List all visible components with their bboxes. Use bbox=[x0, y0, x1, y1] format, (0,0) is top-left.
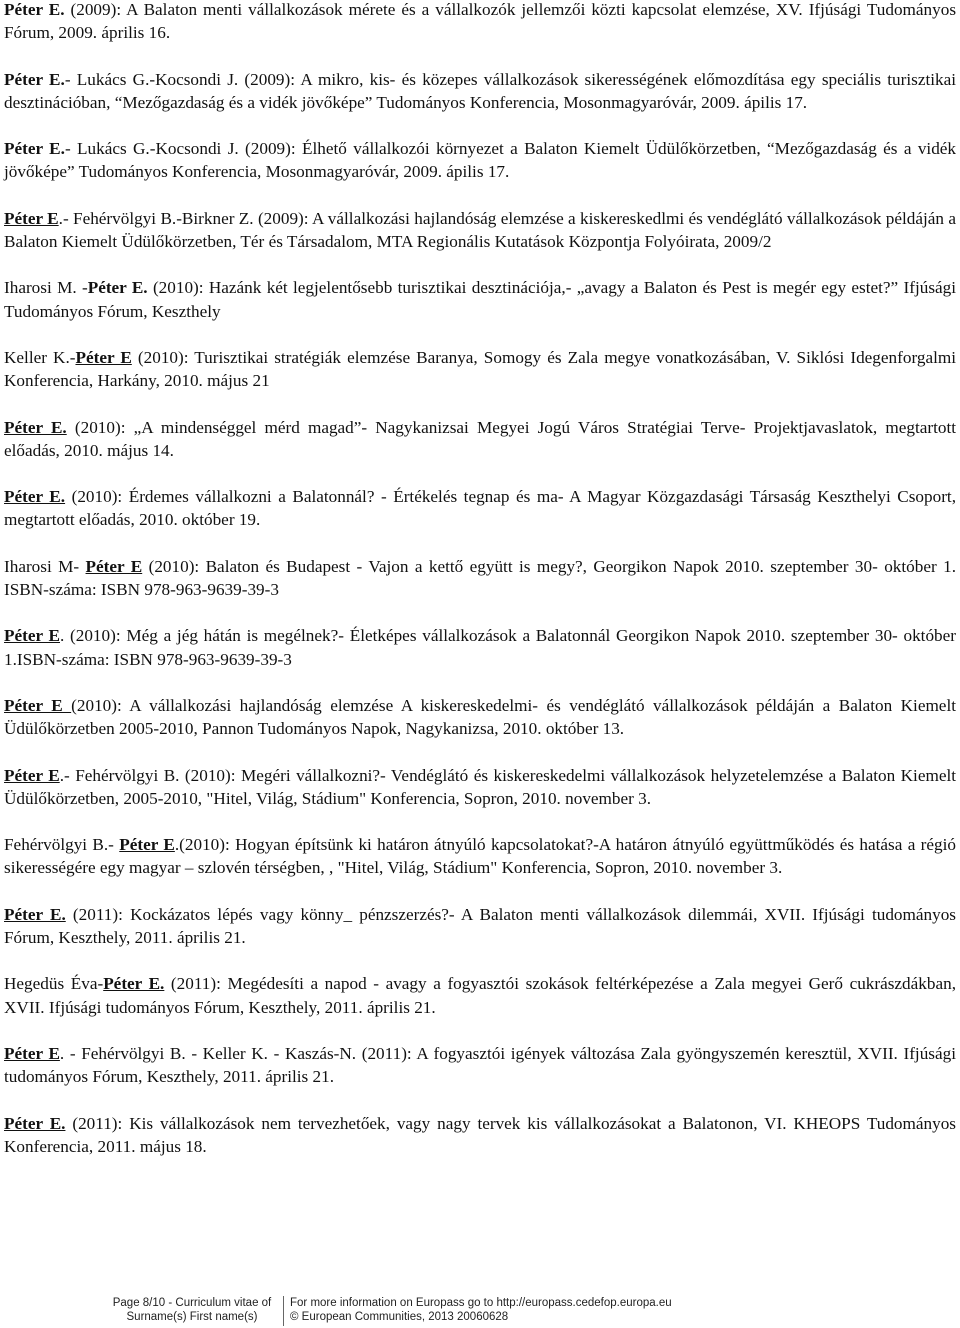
author-highlight: Péter E bbox=[85, 556, 143, 576]
entry-text: .- Fehérvölgyi B.-Birkner Z. (2009): A vállalkozási hajlandóság elemzése a kiskereskedlmi és vendéglátó vállalkozások példáján a Balaton Kiemelt Üdülőkörzetben, Tér és Társadalom, MTA Regionális Kutatások Központja Folyóirata, 2009/2 bbox=[4, 208, 956, 252]
publication-entry bbox=[4, 1112, 956, 1159]
page-footer bbox=[0, 1296, 960, 1328]
author-highlight: Péter E bbox=[119, 835, 175, 855]
author-highlight: Péter E bbox=[75, 347, 132, 367]
publication-entry bbox=[4, 694, 956, 741]
publication-entry bbox=[4, 903, 956, 950]
author-highlight: Péter E bbox=[4, 695, 72, 715]
footer-copyright: © European Communities, 2013 20060628 bbox=[290, 1311, 509, 1323]
publication-entry bbox=[4, 207, 956, 254]
publication-entry bbox=[4, 276, 956, 323]
author-highlight: Péter E. bbox=[4, 69, 65, 89]
author-highlight: Péter E. bbox=[103, 974, 165, 994]
author-highlight: Péter E. bbox=[4, 139, 65, 159]
author-highlight: Péter E. bbox=[87, 278, 148, 298]
entry-text: (2010): „A mindenséggel mérd magad”- Nagykanizsai Megyei Jogú Város Stratégiai Terve- Projektjavaslatok, megtartott előadás, 2010. május 14. bbox=[4, 417, 957, 460]
footer-name-placeholder: Surname(s) First name(s) bbox=[126, 1311, 258, 1323]
publication-entry bbox=[4, 485, 956, 532]
entry-text: (2010): Turisztikai stratégiák elemzése Baranya, Somogy és Zala megye vonatkozásában, V. Siklósi Idegenforgalmi Konferencia, Harkány, 2010. május 21 bbox=[4, 347, 956, 391]
publication-entry bbox=[4, 1042, 956, 1089]
entry-text: .(2010): Hogyan építsünk ki határon átnyúló kapcsolatokat?-A határon átnyúló együttműködés és hatása a régió sikerességére egy magyar – szlovén térségben, , "Hitel, Világ, Stádium" Konferencia, Sopron, 2010. november 3. bbox=[4, 835, 956, 878]
entry-text: (2009): A Balaton menti vállalkozások mérete és a vállalkozók jellemzői közti kapcsolat elemzése, XV. Ifjúsági Tudományos Fórum, 2009. április 16. bbox=[4, 0, 957, 43]
author-highlight: Péter E. bbox=[4, 904, 66, 924]
author-highlight: Péter E. bbox=[4, 1113, 66, 1133]
entry-text: (2010): Balaton és Budapest - Vajon a kettő együtt is megy?, Georgikon Napok 2010. szeptember 30- október 1. ISBN-száma: ISBN 978-963-9639-39-3 bbox=[4, 556, 957, 600]
publication-entry bbox=[4, 416, 956, 463]
entry-text: (2011): Kis vállalkozások nem tervezhetőek, vagy nagy tervek kis vállalkozásokat a Balatonon, VI. KHEOPS Tudományos Konferencia, 2011. május 18. bbox=[4, 1113, 956, 1156]
publication-entry bbox=[4, 346, 956, 393]
entry-text: . (2010): Még a jég hátán is megélnek?- Életképes vállalkozások a Balatonnál Georgikon Napok 2010. szeptember 30- október 1.ISBN-száma: ISBN 978-963-9639-39-3 bbox=[4, 626, 956, 669]
entry-text: Iharosi M. - bbox=[4, 278, 88, 298]
publication-list bbox=[4, 0, 956, 1181]
entry-text: (2010): Érdemes vállalkozni a Balatonnál? - Értékelés tegnap és ma- A Magyar Közgazdasági Társaság Keszthelyi Csoport, megtartott előadás, 2010. október 19. bbox=[4, 487, 956, 530]
entry-text: - Lukács G.-Kocsondi J. (2009): Élhető vállalkozói környezet a Balaton Kiemelt Üdülőkörzetben, “Mezőgazdaság és a vidék jövőképe” Tudományos Konferencia, Mosonmagyaróvár, 2009. ápilis 17. bbox=[4, 139, 957, 182]
entry-text: Iharosi M- bbox=[4, 556, 86, 576]
author-highlight: Péter E bbox=[4, 208, 59, 228]
author-highlight: Péter E bbox=[4, 1043, 60, 1063]
footer-europass-link[interactable]: For more information on Europass go to http://europass.cedefop.europa.eu bbox=[290, 1297, 672, 1309]
entry-text: (2010): A vállalkozási hajlandóság elemzése A kiskereskedelmi- és vendéglátó vállalkozások példáján a Balaton Kiemelt Üdülőkörzetben 2005-2010, Pannon Tudományos Napok, Nagykanizsa, 2010. október 13. bbox=[4, 695, 956, 739]
author-highlight: Péter E. bbox=[4, 0, 65, 19]
author-highlight: Péter E bbox=[4, 765, 60, 785]
publication-entry bbox=[4, 137, 956, 184]
publication-entry bbox=[4, 972, 956, 1019]
author-highlight: Péter E. bbox=[4, 417, 67, 437]
entry-text: Keller K.- bbox=[4, 347, 76, 367]
entry-text: Fehérvölgyi B.- bbox=[4, 835, 120, 855]
entry-text: - Lukács G.-Kocsondi J. (2009): A mikro, kis- és közepes vállalkozások sikerességének előmozdítása egy speciális turisztikai desztinációban, “Mezőgazdaság és a vidék jövőképe” Tudományos Konferencia, Mosonmagyaróvár, 2009. ápilis 17. bbox=[4, 69, 956, 112]
footer-page-info bbox=[108, 1296, 276, 1324]
footer-europass-info bbox=[290, 1296, 710, 1324]
author-highlight: Péter E bbox=[4, 626, 60, 646]
entry-text: .- Fehérvölgyi B. (2010): Megéri vállalkozni?- Vendéglátó és kiskereskedelmi vállalkozások helyzetelemzése a Balaton Kiemelt Üdülőkörzetben, 2005-2010, "Hitel, Világ, Stádium" Konferencia, Sopron, 2010. november 3. bbox=[4, 765, 956, 808]
publication-entry bbox=[4, 764, 956, 811]
entry-text: Hegedüs Éva- bbox=[4, 974, 104, 994]
entry-text: (2010): Hazánk két legjelentősebb turisztikai desztinációja,- „avagy a Balaton és Pest is megér egy estet?” Ifjúsági Tudományos Fórum, Keszthely bbox=[4, 278, 957, 321]
publication-entry bbox=[4, 555, 956, 602]
publication-entry bbox=[4, 833, 956, 880]
author-highlight: Péter E. bbox=[4, 487, 66, 507]
publication-entry bbox=[4, 68, 956, 115]
entry-text: . - Fehérvölgyi B. - Keller K. - Kaszás-N. (2011): A fogyasztói igények változása Zala gyöngyszemén keresztül, XVII. Ifjúsági tudományos Fórum, Keszthely, 2011. április 21. bbox=[4, 1043, 956, 1087]
publication-entry bbox=[4, 0, 956, 45]
entry-text: (2011): Megédesíti a napod - avagy a fogyasztói szokások feltérképezése a Zala megyei Gerő cukrászdákban, XVII. Ifjúsági tudományos Fórum, Keszthely, 2011. április 21. bbox=[4, 974, 956, 1017]
footer-page-number: Page 8/10 - Curriculum vitae of bbox=[112, 1297, 272, 1309]
publication-entry bbox=[4, 624, 956, 671]
entry-text: (2011): Kockázatos lépés vagy könny_ pénzszerzés?- A Balaton menti vállalkozások dilemmái, XVII. Ifjúsági tudományos Fórum, Keszthely, 2011. április 21. bbox=[4, 904, 956, 948]
